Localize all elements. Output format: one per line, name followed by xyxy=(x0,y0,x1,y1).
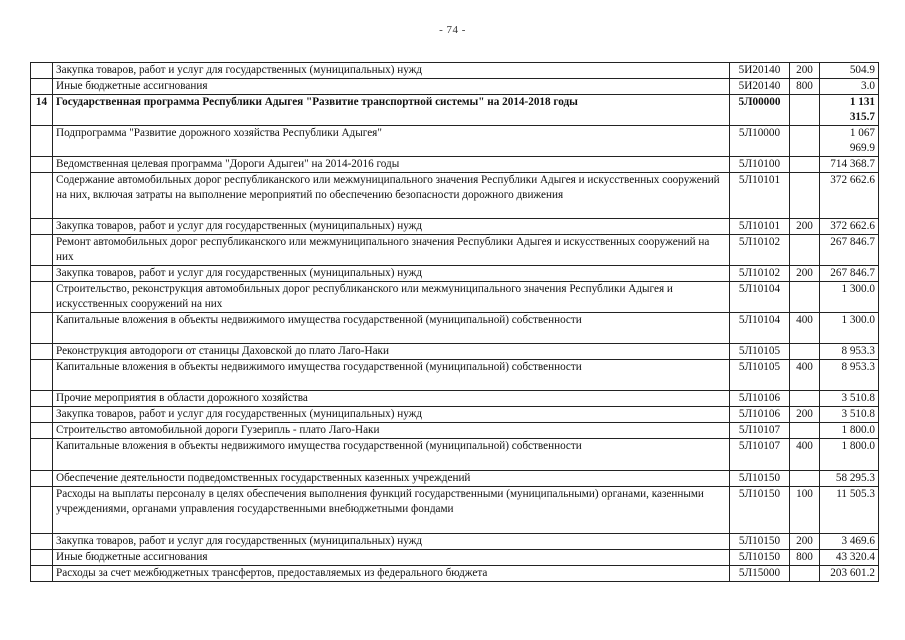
row-name: Расходы за счет межбюджетных трансфертов, предоставляемых из федерального бюджета xyxy=(53,566,730,582)
row-code: 5Л10107 xyxy=(730,439,790,471)
row-expense-type xyxy=(790,173,820,219)
table-row xyxy=(31,79,879,95)
row-expense-type: 400 xyxy=(790,313,820,344)
row-name: Закупка товаров, работ и услуг для государственных (муниципальных) нужд xyxy=(53,219,730,235)
row-code: 5Л10101 xyxy=(730,219,790,235)
table-row xyxy=(31,566,879,582)
row-amount: 1 131 315.7 xyxy=(820,95,879,126)
row-number xyxy=(31,391,53,407)
row-amount: 1 800.0 xyxy=(820,439,879,471)
row-code: 5Л10150 xyxy=(730,550,790,566)
row-number xyxy=(31,126,53,157)
row-number xyxy=(31,344,53,360)
row-name: Закупка товаров, работ и услуг для государственных (муниципальных) нужд xyxy=(53,534,730,550)
row-code: 5Л10101 xyxy=(730,173,790,219)
row-name: Закупка товаров, работ и услуг для государственных (муниципальных) нужд xyxy=(53,63,730,79)
row-expense-type: 400 xyxy=(790,360,820,391)
table-row xyxy=(31,266,879,282)
row-amount: 3 510.8 xyxy=(820,407,879,423)
table-row xyxy=(31,360,879,391)
row-number xyxy=(31,487,53,534)
row-name: Реконструкция автодороги от станицы Даховской до плато Лаго-Наки xyxy=(53,344,730,360)
row-code: 5И20140 xyxy=(730,63,790,79)
row-code: 5Л10105 xyxy=(730,360,790,391)
row-code: 5Л00000 xyxy=(730,95,790,126)
row-name: Ремонт автомобильных дорог республиканского или межмуниципального значения Республики Адыгея и искусственных сооружений на них xyxy=(53,235,730,266)
row-number xyxy=(31,550,53,566)
row-number xyxy=(31,566,53,582)
row-amount: 372 662.6 xyxy=(820,173,879,219)
row-amount: 3 510.8 xyxy=(820,391,879,407)
row-amount: 267 846.7 xyxy=(820,235,879,266)
row-expense-type: 200 xyxy=(790,407,820,423)
table-row xyxy=(31,219,879,235)
row-amount: 267 846.7 xyxy=(820,266,879,282)
row-expense-type xyxy=(790,126,820,157)
row-code: 5Л10102 xyxy=(730,235,790,266)
row-expense-type: 200 xyxy=(790,63,820,79)
row-name: Капитальные вложения в объекты недвижимого имущества государственной (муниципальной) собственности xyxy=(53,439,730,471)
table-row xyxy=(31,534,879,550)
row-name: Обеспечение деятельности подведомственных государственных казенных учреждений xyxy=(53,471,730,487)
row-number xyxy=(31,423,53,439)
row-code: 5Л10106 xyxy=(730,407,790,423)
row-code: 5Л10106 xyxy=(730,391,790,407)
row-name: Строительство, реконструкция автомобильных дорог республиканского или межмуниципального значения Республики Адыгея и искусственных сооружений на них xyxy=(53,282,730,313)
table-row xyxy=(31,439,879,471)
row-expense-type xyxy=(790,157,820,173)
row-name: Содержание автомобильных дорог республиканского или межмуниципального значения Республики Адыгея и искусственных сооружений на них, включая затраты на выполнение мероприятий по обеспечению безопасности дорожного движения xyxy=(53,173,730,219)
row-number xyxy=(31,79,53,95)
row-number xyxy=(31,407,53,423)
row-number xyxy=(31,266,53,282)
row-number xyxy=(31,219,53,235)
table-row xyxy=(31,391,879,407)
row-amount: 3.0 xyxy=(820,79,879,95)
row-expense-type xyxy=(790,282,820,313)
row-name: Подпрограмма "Развитие дорожного хозяйства Республики Адыгея" xyxy=(53,126,730,157)
row-code: 5Л10104 xyxy=(730,282,790,313)
row-code: 5Л10105 xyxy=(730,344,790,360)
row-expense-type xyxy=(790,235,820,266)
row-code: 5Л10104 xyxy=(730,313,790,344)
table-row xyxy=(31,282,879,313)
table-row xyxy=(31,487,879,534)
table-row xyxy=(31,313,879,344)
budget-table xyxy=(30,62,879,582)
row-name: Капитальные вложения в объекты недвижимого имущества государственной (муниципальной) собственности xyxy=(53,313,730,344)
row-code: 5Л15000 xyxy=(730,566,790,582)
row-amount: 11 505.3 xyxy=(820,487,879,534)
row-name: Ведомственная целевая программа "Дороги Адыгеи" на 2014-2016 годы xyxy=(53,157,730,173)
table-row xyxy=(31,95,879,126)
row-amount: 504.9 xyxy=(820,63,879,79)
row-amount: 8 953.3 xyxy=(820,344,879,360)
row-code: 5Л10150 xyxy=(730,471,790,487)
row-number xyxy=(31,157,53,173)
row-expense-type: 100 xyxy=(790,487,820,534)
row-amount: 58 295.3 xyxy=(820,471,879,487)
table-row xyxy=(31,407,879,423)
row-name: Строительство автомобильной дороги Гузерипль - плато Лаго-Наки xyxy=(53,423,730,439)
row-code: 5Л10150 xyxy=(730,487,790,534)
row-amount: 1 300.0 xyxy=(820,282,879,313)
row-expense-type xyxy=(790,566,820,582)
row-name: Государственная программа Республики Адыгея "Развитие транспортной системы" на 2014-2018 годы xyxy=(53,95,730,126)
row-code: 5Л10100 xyxy=(730,157,790,173)
row-expense-type: 200 xyxy=(790,534,820,550)
row-name: Закупка товаров, работ и услуг для государственных (муниципальных) нужд xyxy=(53,407,730,423)
row-amount: 43 320.4 xyxy=(820,550,879,566)
page-number: - 74 - xyxy=(439,24,466,36)
row-expense-type xyxy=(790,95,820,126)
row-number xyxy=(31,173,53,219)
row-name: Расходы на выплаты персоналу в целях обеспечения выполнения функций государственными (муниципальными) органами, казенными учреждениями, органами управления государственными внебюджетными фондами xyxy=(53,487,730,534)
row-expense-type: 200 xyxy=(790,266,820,282)
row-expense-type: 800 xyxy=(790,79,820,95)
row-amount: 1 800.0 xyxy=(820,423,879,439)
row-number xyxy=(31,471,53,487)
row-number xyxy=(31,534,53,550)
row-expense-type xyxy=(790,391,820,407)
row-code: 5Л10150 xyxy=(730,534,790,550)
row-expense-type: 200 xyxy=(790,219,820,235)
row-number xyxy=(31,63,53,79)
table-row xyxy=(31,344,879,360)
row-name: Капитальные вложения в объекты недвижимого имущества государственной (муниципальной) собственности xyxy=(53,360,730,391)
row-code: 5Л10107 xyxy=(730,423,790,439)
row-amount: 203 601.2 xyxy=(820,566,879,582)
table-row xyxy=(31,423,879,439)
table-row xyxy=(31,235,879,266)
table-row xyxy=(31,471,879,487)
row-name: Закупка товаров, работ и услуг для государственных (муниципальных) нужд xyxy=(53,266,730,282)
row-number xyxy=(31,439,53,471)
row-number xyxy=(31,235,53,266)
row-number: 14 xyxy=(31,95,53,126)
row-code: 5Л10102 xyxy=(730,266,790,282)
row-name: Иные бюджетные ассигнования xyxy=(53,79,730,95)
row-amount: 8 953.3 xyxy=(820,360,879,391)
row-number xyxy=(31,360,53,391)
row-expense-type xyxy=(790,344,820,360)
row-name: Прочие мероприятия в области дорожного хозяйства xyxy=(53,391,730,407)
row-amount: 372 662.6 xyxy=(820,219,879,235)
table-row xyxy=(31,157,879,173)
row-number xyxy=(31,313,53,344)
row-expense-type: 400 xyxy=(790,439,820,471)
row-amount: 714 368.7 xyxy=(820,157,879,173)
row-amount: 3 469.6 xyxy=(820,534,879,550)
table-row xyxy=(31,126,879,157)
row-amount: 1 067 969.9 xyxy=(820,126,879,157)
row-name: Иные бюджетные ассигнования xyxy=(53,550,730,566)
table-row xyxy=(31,550,879,566)
table-row xyxy=(31,173,879,219)
row-amount: 1 300.0 xyxy=(820,313,879,344)
row-code: 5И20140 xyxy=(730,79,790,95)
row-number xyxy=(31,282,53,313)
row-code: 5Л10000 xyxy=(730,126,790,157)
row-expense-type xyxy=(790,471,820,487)
row-expense-type xyxy=(790,423,820,439)
table-row xyxy=(31,63,879,79)
row-expense-type: 800 xyxy=(790,550,820,566)
